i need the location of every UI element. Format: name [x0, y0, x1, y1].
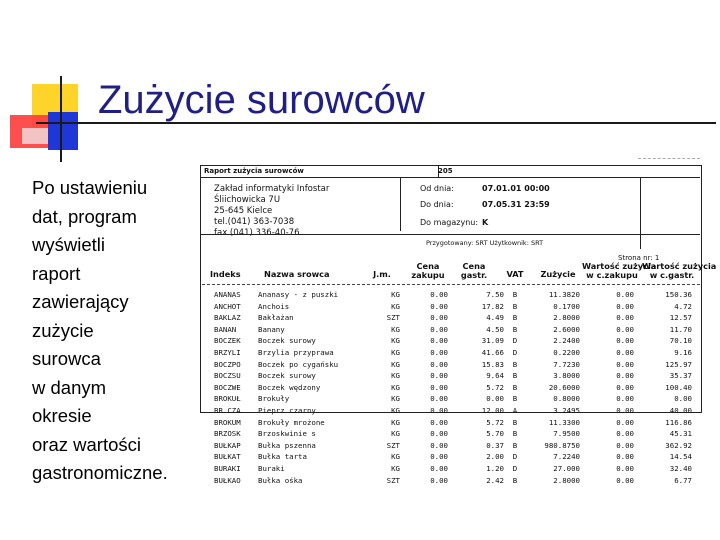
col-header-gastro-price-l1: Cena [462, 261, 486, 271]
cell-unit: KG [391, 417, 400, 427]
body-line: raport [32, 262, 81, 284]
body-line: wyświetli [32, 234, 105, 255]
cell-usage: 0.2200 [553, 348, 580, 357]
cell-buy-price: 0.00 [430, 301, 448, 311]
company-line: tel.(041) 363-7038 [214, 217, 295, 227]
cell-gastro-price: 17.82 [481, 301, 504, 311]
cell-index: BANAN [214, 324, 237, 334]
cell-gastro-price: 4.49 [486, 313, 504, 323]
body-line: dat, program [32, 205, 137, 227]
cell-value-gastro: 362.92 [665, 440, 692, 450]
cell-value-gastro: 14.54 [669, 452, 692, 462]
cell-vat: B [512, 417, 518, 427]
cell-value-buy: 0.00 [616, 464, 634, 473]
cell-name: Boczek surowy [258, 371, 316, 381]
cell-unit: KG [391, 348, 400, 357]
col-header-gastro-price [454, 262, 494, 280]
cell-value-gastro: 125.97 [665, 359, 692, 369]
table-row [202, 406, 700, 417]
cell-value-buy: 0.00 [616, 475, 634, 485]
cell-name: Buraki [258, 464, 285, 473]
cell-buy-price: 0.00 [430, 464, 448, 473]
col-header-value-buy-l1: Wartość zużycia [582, 261, 657, 271]
cell-index: BOCZEK [214, 336, 241, 346]
cell-usage: 2.6000 [553, 324, 580, 334]
company-line: Zakład informatyki Infostar [214, 184, 330, 194]
cell-unit: KG [391, 336, 400, 346]
col-header-value-buy-l2: w c.zakupu [586, 270, 638, 280]
cell-index: BURAKI [214, 464, 241, 473]
cell-value-buy: 0.00 [616, 348, 634, 357]
cell-value-gastro: 40.00 [669, 406, 692, 415]
cell-vat: A [512, 406, 518, 415]
report-param-value: 07.05.31 23:59 [482, 200, 550, 209]
report-company-info [214, 184, 329, 239]
cell-vat: B [512, 290, 518, 299]
table-header-rule [202, 284, 700, 285]
body-line: w danym [32, 376, 107, 398]
body-line: zużycie [32, 319, 94, 341]
cell-usage: 7.9500 [553, 429, 580, 439]
cell-gastro-price: 41.66 [481, 348, 504, 357]
cell-unit: KG [391, 371, 400, 381]
cell-value-buy: 0.00 [616, 394, 634, 404]
cell-usage: 0.1700 [553, 301, 580, 311]
cell-gastro-price: 0.00 [486, 394, 504, 404]
cell-vat: B [512, 324, 518, 334]
cell-buy-price: 0.00 [430, 313, 448, 323]
cell-buy-price: 0.00 [430, 290, 448, 299]
table-row [202, 360, 700, 371]
cell-buy-price: 0.00 [430, 371, 448, 381]
cell-unit: SZT [386, 440, 400, 450]
cell-value-buy: 0.00 [616, 324, 634, 334]
report-top-rule [638, 158, 700, 160]
decor-blue-square [48, 112, 78, 150]
col-header-usage: Zużycie [540, 269, 576, 279]
cell-unit: KG [391, 290, 400, 299]
cell-index: BR.CZA [214, 406, 241, 415]
cell-vat: D [512, 452, 518, 462]
cell-value-buy: 0.00 [616, 290, 634, 299]
cell-gastro-price: 4.50 [486, 324, 504, 334]
cell-usage: 7.2240 [553, 452, 580, 462]
cell-vat: B [512, 475, 518, 485]
cell-index: BOCZSU [214, 371, 241, 381]
table-row [202, 476, 700, 487]
cell-buy-price: 0.00 [430, 452, 448, 462]
table-row [202, 302, 700, 313]
body-line: Po ustawieniu [32, 177, 148, 198]
decor-pink-strip [22, 128, 48, 144]
cell-value-gastro: 4.72 [674, 301, 692, 311]
cell-name: Ananasy - z puszki [258, 290, 339, 299]
cell-vat: D [512, 464, 518, 473]
decor-vertical-line [60, 76, 62, 162]
cell-name: Boczek wędzony [258, 382, 321, 392]
report-header-rule [200, 234, 700, 235]
cell-value-gastro: 45.31 [669, 429, 692, 439]
report-param-label: Od dnia: [420, 184, 454, 193]
report-divider [400, 177, 401, 231]
cell-value-buy: 0.00 [616, 429, 634, 439]
cell-name: Brzoskwinie s [258, 429, 316, 439]
col-header-name: Nazwa srowca [264, 269, 330, 279]
cell-vat: B [512, 382, 518, 392]
cell-value-gastro: 32.40 [669, 464, 692, 473]
cell-unit: KG [391, 359, 400, 369]
cell-name: Pieprz czarny [258, 406, 316, 415]
cell-buy-price: 0.00 [430, 417, 448, 427]
cell-value-buy: 0.00 [616, 382, 634, 392]
table-row [202, 418, 700, 429]
table-row [202, 383, 700, 394]
report-param-label: Do magazynu: [420, 218, 479, 227]
table-row [202, 313, 700, 324]
cell-vat: B [512, 371, 518, 381]
cell-vat: B [512, 440, 518, 450]
cell-usage: 11.3300 [548, 417, 580, 427]
col-header-vat: VAT [506, 269, 524, 279]
report-param-label: Do dnia: [420, 200, 454, 209]
table-row [202, 441, 700, 452]
cell-gastro-price: 15.83 [481, 359, 504, 369]
cell-unit: KG [391, 464, 400, 473]
cell-value-gastro: 11.70 [669, 324, 692, 334]
cell-usage: 2.8000 [553, 475, 580, 485]
cell-gastro-price: 2.00 [486, 452, 504, 462]
cell-usage: 3.2495 [553, 406, 580, 415]
table-row [202, 290, 700, 301]
table-row [202, 336, 700, 347]
col-header-unit: J.m. [373, 269, 391, 279]
cell-value-gastro: 116.86 [665, 417, 692, 427]
cell-vat: D [512, 348, 518, 357]
cell-name: Anchois [258, 301, 290, 311]
cell-gastro-price: 9.64 [486, 371, 504, 381]
cell-name: Brokuły mrożone [258, 417, 325, 427]
cell-index: BOCZWE [214, 382, 241, 392]
body-line: zawierający [32, 291, 129, 312]
cell-usage: 27.000 [553, 464, 580, 473]
body-line: gastronomiczne. [32, 462, 168, 483]
cell-name: Bakłażan [258, 313, 294, 323]
cell-unit: KG [391, 382, 400, 392]
report-code: 205 [438, 167, 453, 175]
cell-value-buy: 0.00 [616, 301, 634, 311]
col-header-value-gastro-l2: w c.gastr. [649, 270, 695, 280]
cell-unit: KG [391, 301, 400, 311]
cell-value-buy: 0.00 [616, 336, 634, 346]
col-header-value-gastro-l1: Wartość zużycia [642, 261, 717, 271]
cell-value-buy: 0.00 [616, 417, 634, 427]
cell-buy-price: 0.00 [430, 324, 448, 334]
table-row [202, 371, 700, 382]
cell-name: Bułka pszenna [258, 440, 316, 450]
cell-value-gastro: 100.40 [665, 382, 692, 392]
cell-index: BRZYLI [214, 348, 241, 357]
cell-vat: B [512, 394, 518, 404]
cell-value-buy: 0.00 [616, 440, 634, 450]
cell-buy-price: 0.00 [430, 394, 448, 404]
cell-buy-price: 0.00 [430, 382, 448, 392]
table-row [202, 429, 700, 440]
cell-gastro-price: 7.50 [486, 290, 504, 299]
body-line: okresie [32, 405, 92, 426]
cell-usage: 980.8750 [544, 440, 580, 450]
cell-usage: 7.7230 [553, 359, 580, 369]
cell-index: ANANAS [214, 290, 241, 299]
cell-name: Bułka ośka [258, 475, 303, 485]
cell-vat: D [512, 336, 518, 346]
cell-buy-price: 0.00 [430, 359, 448, 369]
table-row [202, 325, 700, 336]
table-row [202, 464, 700, 475]
cell-buy-price: 0.00 [430, 406, 448, 415]
body-line: surowca [32, 348, 101, 369]
cell-value-gastro: 9.16 [674, 348, 692, 357]
report-param-value: K [482, 218, 489, 227]
col-header-buy-price-l1: Cena [416, 261, 440, 271]
cell-unit: SZT [386, 313, 400, 323]
cell-usage: 2.2400 [553, 336, 580, 346]
cell-index: BRZOSK [214, 429, 241, 439]
slide-title: Zużycie surowców [98, 78, 425, 122]
company-line: Śliichowicka 7U [214, 195, 281, 205]
report-divider-right [640, 177, 641, 249]
cell-index: BROKUM [214, 417, 241, 427]
report-param-value: 07.01.01 00:00 [482, 184, 550, 193]
cell-usage: 2.8000 [553, 313, 580, 323]
table-row [202, 394, 700, 405]
cell-index: BUŁKAT [214, 452, 241, 462]
cell-index: BUŁKAP [214, 440, 241, 450]
col-header-buy-price [408, 262, 448, 280]
cell-vat: B [512, 359, 518, 369]
cell-usage: 20.6000 [548, 382, 580, 392]
company-line: fax (041) 336-40-76 [214, 228, 300, 238]
cell-gastro-price: 5.72 [486, 417, 504, 427]
cell-name: Bułka tarta [258, 452, 307, 462]
slide-body-text [32, 174, 192, 488]
cell-unit: KG [391, 452, 400, 462]
col-header-index: Indeks [210, 269, 241, 279]
cell-gastro-price: 31.09 [481, 336, 504, 346]
cell-gastro-price: 1.20 [486, 464, 504, 473]
cell-unit: KG [391, 406, 400, 415]
company-line: 25-645 Kielce [214, 206, 273, 216]
cell-value-gastro: 150.36 [665, 290, 692, 299]
cell-gastro-price: 0.37 [486, 440, 504, 450]
cell-vat: B [512, 429, 518, 439]
cell-index: BAKLAZ [214, 313, 241, 323]
cell-value-buy: 0.00 [616, 452, 634, 462]
report-prepared-by: Przygotowany: SRT Użytkownik: SRT [426, 239, 544, 247]
cell-name: Boczek surowy [258, 336, 316, 346]
cell-index: BOCZPO [214, 359, 241, 369]
col-header-value-gastro [642, 261, 717, 280]
cell-value-gastro: 12.57 [669, 313, 692, 323]
cell-buy-price: 0.00 [430, 475, 448, 485]
cell-unit: KG [391, 429, 400, 439]
cell-value-buy: 0.00 [616, 359, 634, 369]
cell-name: Banany [258, 324, 285, 334]
cell-unit: KG [391, 394, 400, 404]
col-header-value-buy [582, 261, 657, 280]
cell-value-gastro: 35.37 [669, 371, 692, 381]
col-header-buy-price-l2: zakupu [411, 270, 445, 280]
cell-gastro-price: 12.00 [481, 406, 504, 415]
cell-value-gastro: 6.77 [674, 475, 692, 485]
cell-index: BUŁKAO [214, 475, 241, 485]
cell-name: Boczek po cygańsku [258, 359, 339, 369]
cell-buy-price: 0.00 [430, 336, 448, 346]
body-line: oraz wartości [32, 433, 141, 455]
report-screenshot [198, 158, 717, 498]
cell-name: Brokuły [258, 394, 290, 404]
cell-vat: B [512, 313, 518, 323]
cell-buy-price: 0.00 [430, 440, 448, 450]
cell-gastro-price: 2.42 [486, 475, 504, 485]
cell-vat: B [512, 301, 518, 311]
col-header-gastro-price-l2: gastr. [460, 270, 488, 280]
cell-index: ANCHOT [214, 301, 241, 311]
cell-usage: 11.3820 [548, 290, 580, 299]
cell-value-buy: 0.00 [616, 406, 634, 415]
cell-unit: SZT [386, 475, 400, 485]
table-row [202, 348, 700, 359]
cell-gastro-price: 5.70 [486, 429, 504, 439]
cell-name: Brzylia przyprawa [258, 348, 334, 357]
cell-buy-price: 0.00 [430, 429, 448, 439]
cell-usage: 3.8000 [553, 371, 580, 381]
cell-value-buy: 0.00 [616, 371, 634, 381]
cell-value-gastro: 70.10 [669, 336, 692, 346]
report-title: Raport zużycia surowców [204, 167, 304, 175]
cell-buy-price: 0.00 [430, 348, 448, 357]
cell-gastro-price: 5.72 [486, 382, 504, 392]
cell-unit: KG [391, 324, 400, 334]
cell-value-buy: 0.00 [616, 313, 634, 323]
cell-index: BROKUŁ [214, 394, 241, 404]
cell-value-gastro: 0.00 [674, 394, 692, 404]
report-page-number: Strona nr: 1 [618, 254, 660, 262]
cell-usage: 0.8000 [553, 394, 580, 404]
table-row [202, 452, 700, 463]
